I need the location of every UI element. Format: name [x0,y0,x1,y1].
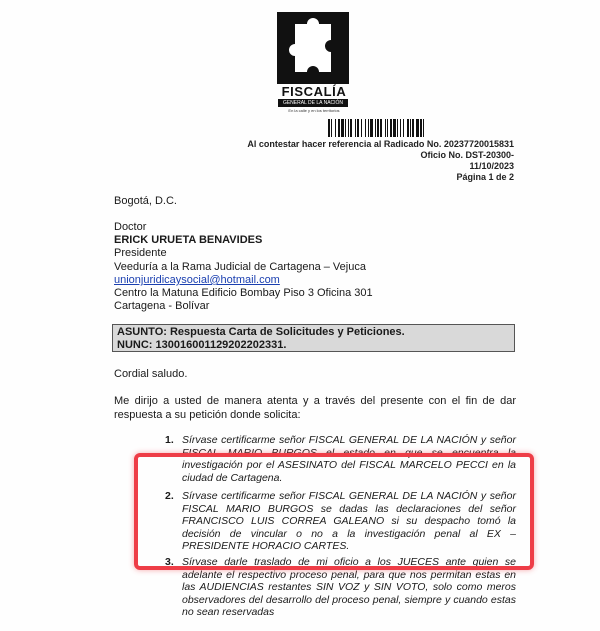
recipient-organization: Veeduría a la Rama Judicial de Cartagena – Vejuca [114,261,366,273]
greeting: Cordial saludo. [114,368,188,380]
recipient-address: Centro la Matuna Edificio Bombay Piso 3 Oficina 301 [114,287,373,299]
request-number: 2. [165,490,174,502]
recipient-role: Presidente [114,247,167,259]
fiscalia-logo-puzzle-icon [277,12,349,84]
radicado-reference: Al contestar hacer referencia al Radicado No. 20237720015831 [247,139,514,149]
page-number: Página 1 de 2 [456,172,514,182]
subject-line: ASUNTO: Respuesta Carta de Solicitudes y Peticiones. [117,326,405,338]
logo-name: FISCALÍA [281,84,347,99]
recipient-name: ERICK URUETA BENAVIDES [114,234,263,246]
intro-paragraph: Me dirijo a usted de manera atenta y a través del presente con el fin de dar respuesta a su petición donde solicita: [114,395,516,421]
request-number: 3. [165,556,174,568]
barcode [328,119,514,137]
logo-subtitle: GENERAL DE LA NACIÓN [278,99,348,107]
letter-date: 11/10/2023 [469,161,514,171]
request-text: Sírvase darle traslado de mi oficio a los JUECES ante quien se adelante el respectivo proceso penal, para que nos permitan estas en las AUDIENCIAS restantes SIN VOZ y SIN VOTO, solo como meros observadores del desarrollo del proceso penal, siempre y cuando estas no sean reservadas [182,556,516,618]
logo-tagline: En la calle y en los territorios [288,108,340,113]
subject-box [112,324,515,352]
salutation-title: Doctor [114,221,147,233]
oficio-number: Oficio No. DST-20300- [420,150,514,160]
recipient-email-link[interactable]: unionjuridicaysocial@hotmail.com [114,274,280,286]
letter-city: Bogotá, D.C. [114,195,177,207]
nunc-line: NUNC: 130016001129202202331. [117,339,287,351]
request-text: Sírvase certificarme señor FISCAL GENERAL DE LA NACIÓN y señor FISCAL MARIO BURGOS se dadas las declaraciones del señor FRANCISCO LUIS CORREA GALEANO si su despacho tomó la decisión de vincular o no a la investigación penal al EX – PRESIDENTE HORACIO CARTES. [182,490,516,552]
request-number: 1. [165,434,174,446]
red-highlight-annotation [134,453,534,570]
recipient-city: Cartagena - Bolívar [114,300,210,312]
request-text: Sírvase certificarme señor FISCAL GENERAL DE LA NACIÓN y señor FISCAL MARIO BURGOS el estado en que se encuentra la investigación por el ASESINATO del FISCAL MARCELO PECCI en la ciudad de Cartagena. [182,434,516,484]
